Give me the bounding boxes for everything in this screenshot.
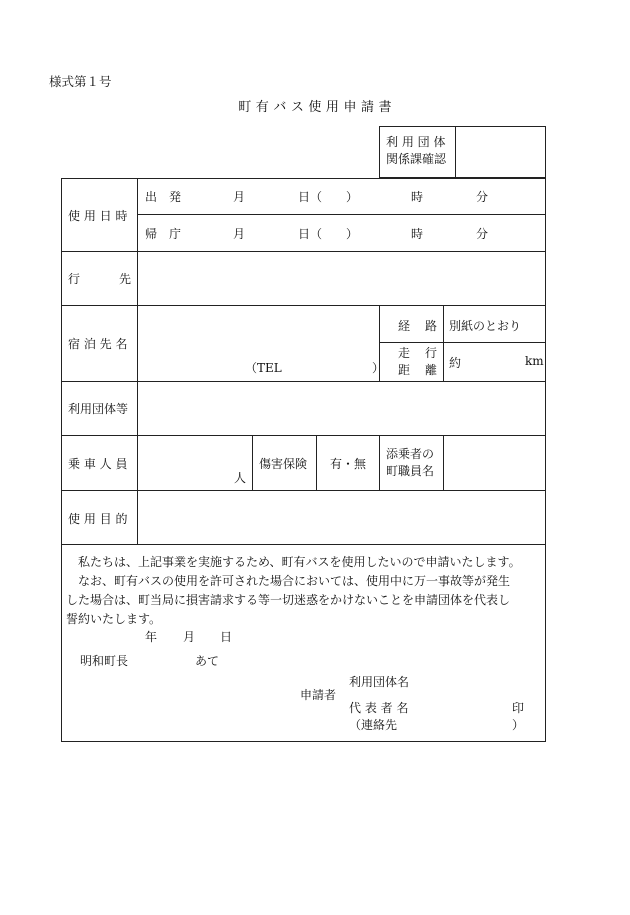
route-value: 別紙のとおり <box>449 319 522 333</box>
destination-label-b: 先 <box>119 272 132 286</box>
form-title: 町 有 バ ス 使 用 申 請 書 <box>238 100 392 115</box>
staff-name-field[interactable] <box>445 437 544 488</box>
return-month[interactable]: 月 <box>233 227 246 241</box>
return-hour[interactable]: 時 <box>411 227 424 241</box>
distance-label-2a: 距 <box>398 363 411 377</box>
addressee-suffix: あて <box>195 654 220 668</box>
departure-minute[interactable]: 分 <box>476 190 489 204</box>
passengers-unit: 人 <box>234 471 247 485</box>
route-label-a: 経 <box>398 319 411 333</box>
lodging-field[interactable] <box>139 307 377 357</box>
declaration-line2: なお、町有バスの使用を許可された場合においては、使用中に万一事故等が発生 <box>66 574 511 588</box>
distance-label-2b: 離 <box>425 363 438 377</box>
distance-unit: km <box>525 354 544 368</box>
date-day[interactable]: 日 <box>220 630 233 644</box>
row-line <box>379 342 546 343</box>
contact-close: ） <box>512 718 525 732</box>
date-year[interactable]: 年 <box>145 630 158 644</box>
declaration-line1: 私たちは、上記事業を実施するため、町有バスを使用したいので申請いたします。 <box>66 555 521 569</box>
row-line <box>137 214 546 215</box>
representative-label: 代 表 者 名 <box>349 701 409 715</box>
confirm-box-divider <box>455 126 456 178</box>
organization-field[interactable] <box>139 383 544 433</box>
distance-label-1a: 走 <box>398 346 411 360</box>
lodging-tel-close: ） <box>372 361 385 375</box>
row-line <box>61 435 546 436</box>
row-line <box>61 544 546 545</box>
passengers-label: 乗 車 人 員 <box>68 457 128 471</box>
return-label: 帰 庁 <box>145 227 182 241</box>
seal-mark: 印 <box>512 701 525 715</box>
passengers-divider <box>316 435 317 490</box>
passengers-divider <box>443 435 444 490</box>
passengers-divider <box>252 435 253 490</box>
destination-label-a: 行 <box>68 272 81 286</box>
staff-label-line2: 町職員名 <box>386 464 435 478</box>
lodging-label: 宿 泊 先 名 <box>68 337 128 351</box>
lodging-divider <box>443 305 444 381</box>
row-line <box>61 490 546 491</box>
distance-prefix: 約 <box>449 356 462 370</box>
addressee: 明和町長 <box>80 654 129 668</box>
row-line <box>61 251 546 252</box>
insurance-label: 傷害保険 <box>259 457 308 471</box>
return-day[interactable]: 日（ ） <box>298 227 359 241</box>
organization-label: 利用団体等 <box>68 402 129 416</box>
departure-label: 出 発 <box>145 190 182 204</box>
form-number: 様式第１号 <box>49 74 112 89</box>
declaration-line3: した場合は、町当局に損害請求する等一切迷惑をかけないことを申請団体を代表し <box>66 593 511 607</box>
distance-label-1b: 行 <box>425 346 438 360</box>
declaration-line4: 誓約いたします。 <box>66 612 162 626</box>
departure-month[interactable]: 月 <box>233 190 246 204</box>
contact-open: （連絡先 <box>349 718 398 732</box>
purpose-field[interactable] <box>139 492 544 542</box>
destination-field[interactable] <box>139 253 544 303</box>
lodging-tel-open: （TEL <box>245 361 282 375</box>
row-line <box>61 381 546 382</box>
row-line <box>61 305 546 306</box>
confirm-label-line1: 利 用 団 体 <box>386 135 446 149</box>
purpose-label: 使 用 目 的 <box>68 512 128 526</box>
usage-datetime-label: 使 用 日 時 <box>68 209 128 223</box>
org-name-label: 利用団体名 <box>349 675 410 689</box>
staff-label-line1: 添乗者の <box>386 447 435 461</box>
date-month[interactable]: 月 <box>183 630 196 644</box>
return-minute[interactable]: 分 <box>476 227 489 241</box>
departure-day[interactable]: 日（ ） <box>298 190 359 204</box>
insurance-value[interactable]: 有・無 <box>330 457 367 471</box>
applicant-label: 申請者 <box>300 688 337 702</box>
label-column-divider <box>137 178 138 544</box>
route-label-b: 路 <box>425 319 438 333</box>
passengers-divider <box>379 435 380 490</box>
confirm-label-line2: 関係課確認 <box>386 152 447 166</box>
departure-hour[interactable]: 時 <box>411 190 424 204</box>
